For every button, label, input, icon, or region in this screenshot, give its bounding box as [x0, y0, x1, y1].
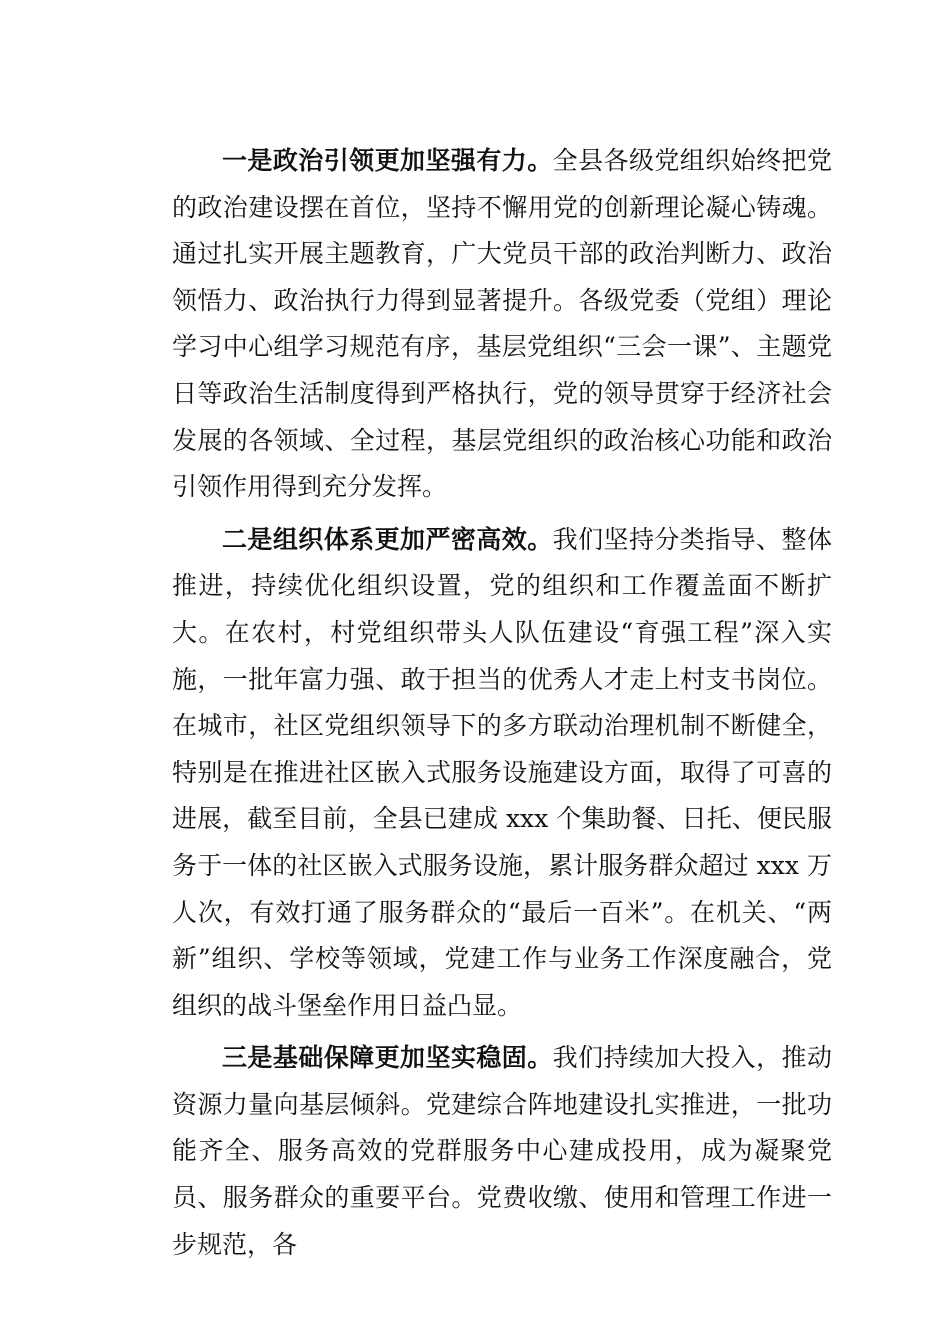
paragraph-lead: 一是政治引领更加坚强有力。 — [222, 146, 553, 175]
paragraph-text: 全县各级党组织始终把党的政治建设摆在首位，坚持不懈用党的创新理论凝心铸魂。通过扎实开展主题教育，广大党员干部的政治判断力、政治领悟力、政治执行力得到显著提升。各级党委（党组）理论学习中心组学习规范有序，基层党组织“三会一课”、主题党日等政治生活制度得到严格执行，党的领导贯穿于经济社会发展的各领域、全过程，基层党组织的政治核心功能和政治引领作用得到充分发挥。 — [172, 146, 832, 502]
paragraph-organization-system — [172, 517, 832, 1030]
paragraph-political-leadership — [172, 138, 832, 511]
paragraph-basic-support — [172, 1035, 832, 1268]
paragraph-lead: 三是基础保障更加坚实稳固。 — [222, 1043, 553, 1073]
paragraph-text: 我们坚持分类指导、整体推进，持续优化组织设置，党的组织和工作覆盖面不断扩大。在农村，村党组织带头人队伍建设“育强工程”深入实施，一批年富力强、敢于担当的优秀人才走上村支书岗位。在城市，社区党组织领导下的多方联动治理机制不断健全，特别是在推进社区嵌入式服务设施建设方面，取得了可喜的进展，截至目前，全县已建成 xxx 个集助餐、日托、便民服务于一体的社区嵌入式服务设施，累计服务群众超过 xxx 万人次，有效打通了服务群众的“最后一百米”。在机关、“两新”组织、学校等领域，党建工作与业务工作深度融合，党组织的战斗堡垒作用日益凸显。 — [172, 524, 832, 1020]
paragraph-text: 我们持续加大投入，推动资源力量向基层倾斜。党建综合阵地建设扎实推进，一批功能齐全、服务高效的党群服务中心建成投用，成为凝聚党员、服务群众的重要平台。党费收缴、使用和管理工作进一步规范，各 — [172, 1043, 832, 1259]
paragraph-lead: 二是组织体系更加严密高效。 — [222, 524, 553, 554]
document-body — [172, 138, 832, 1274]
